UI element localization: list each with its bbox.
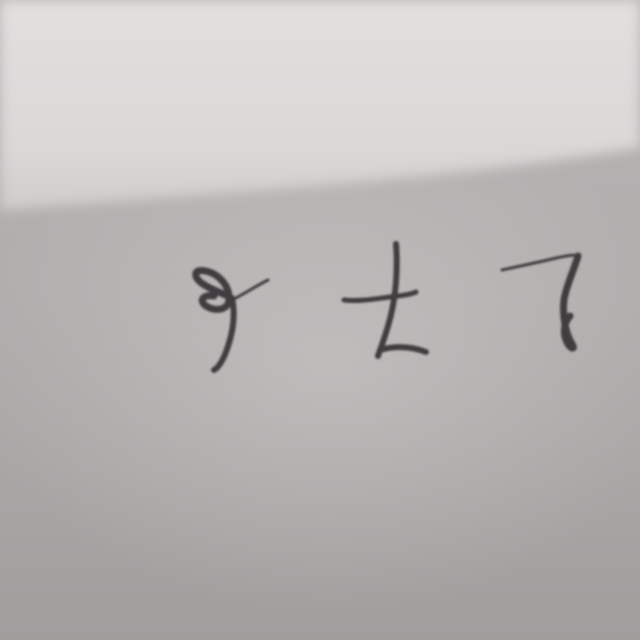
handwritten-glyph-9 bbox=[196, 271, 268, 371]
handwritten-glyph-hook bbox=[502, 255, 578, 348]
handwritten-glyph-t bbox=[344, 244, 426, 356]
